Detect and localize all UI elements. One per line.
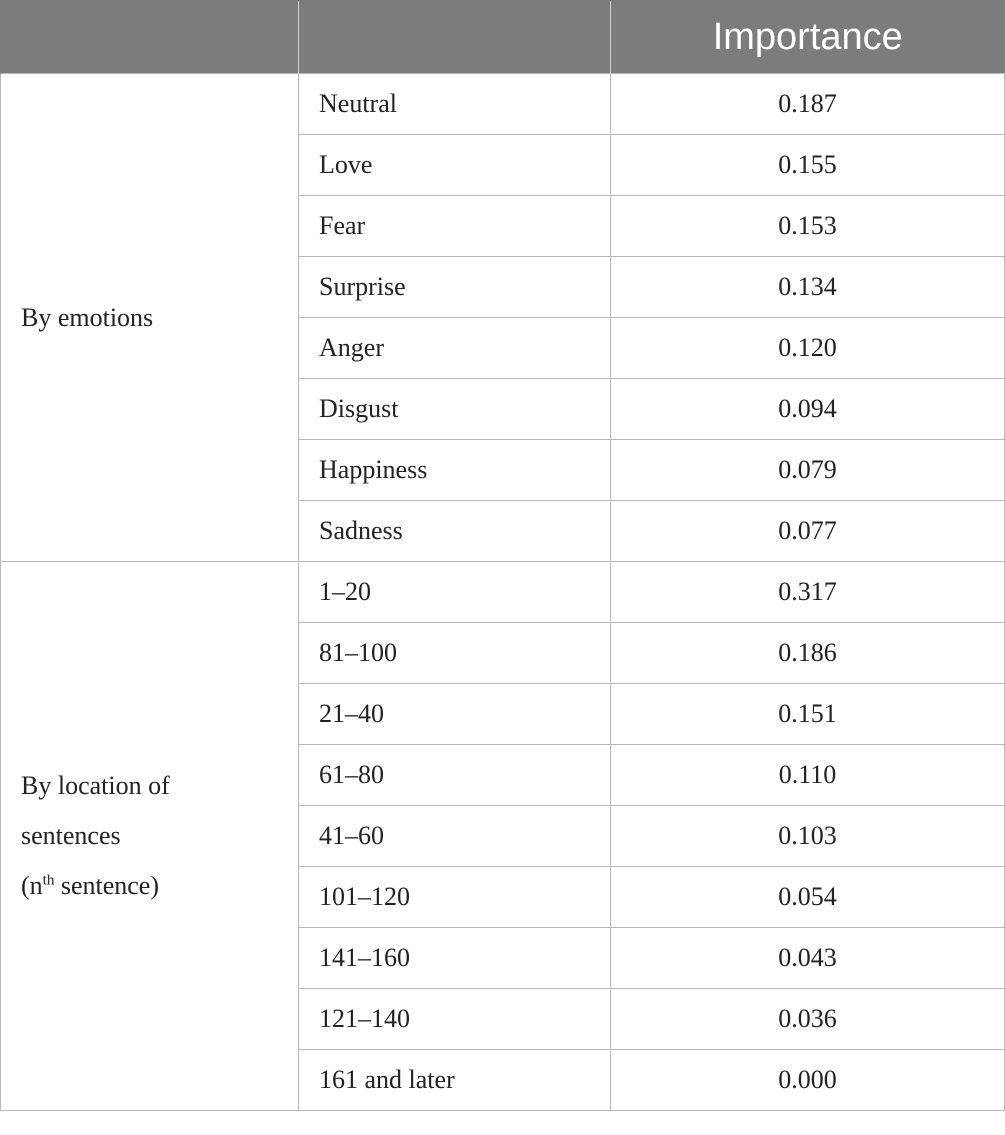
group-label-line1: By location of	[21, 771, 170, 800]
importance-cell: 0.000	[611, 1050, 1005, 1111]
category-cell: 1–20	[299, 562, 611, 623]
importance-cell: 0.036	[611, 989, 1005, 1050]
header-group-cell	[1, 1, 299, 74]
header-category-cell	[299, 1, 611, 74]
importance-cell: 0.134	[611, 257, 1005, 318]
importance-cell: 0.155	[611, 135, 1005, 196]
group-label-line3-open: (n	[21, 871, 43, 900]
importance-cell: 0.079	[611, 440, 1005, 501]
table-header	[1, 1, 1005, 74]
category-cell: Anger	[299, 318, 611, 379]
importance-cell: 0.054	[611, 867, 1005, 928]
table-body	[1, 74, 1005, 1111]
importance-cell: 0.043	[611, 928, 1005, 989]
group-label-emotions: By emotions	[1, 74, 299, 562]
group-label-line2: sentences	[21, 821, 121, 850]
category-cell: Neutral	[299, 74, 611, 135]
group-label-superscript: th	[42, 872, 55, 889]
header-importance-cell: Importance	[611, 1, 1005, 74]
category-cell: 41–60	[299, 806, 611, 867]
importance-cell: 0.317	[611, 562, 1005, 623]
category-cell: Sadness	[299, 501, 611, 562]
category-cell: 101–120	[299, 867, 611, 928]
category-cell: Happiness	[299, 440, 611, 501]
category-cell: 121–140	[299, 989, 611, 1050]
group-label-line3-rest: sentence)	[54, 871, 160, 900]
importance-cell: 0.103	[611, 806, 1005, 867]
importance-cell: 0.110	[611, 745, 1005, 806]
table-row	[1, 74, 1005, 135]
category-cell: Surprise	[299, 257, 611, 318]
importance-cell: 0.153	[611, 196, 1005, 257]
category-cell: 141–160	[299, 928, 611, 989]
group-label-location	[1, 562, 299, 1111]
importance-cell: 0.187	[611, 74, 1005, 135]
category-cell: Fear	[299, 196, 611, 257]
importance-cell: 0.120	[611, 318, 1005, 379]
header-row	[1, 1, 1005, 74]
category-cell: 161 and later	[299, 1050, 611, 1111]
importance-cell: 0.186	[611, 623, 1005, 684]
category-cell: 61–80	[299, 745, 611, 806]
category-cell: Love	[299, 135, 611, 196]
importance-cell: 0.077	[611, 501, 1005, 562]
importance-cell: 0.094	[611, 379, 1005, 440]
category-cell: 81–100	[299, 623, 611, 684]
category-cell: 21–40	[299, 684, 611, 745]
category-cell: Disgust	[299, 379, 611, 440]
importance-cell: 0.151	[611, 684, 1005, 745]
table-row	[1, 562, 1005, 623]
